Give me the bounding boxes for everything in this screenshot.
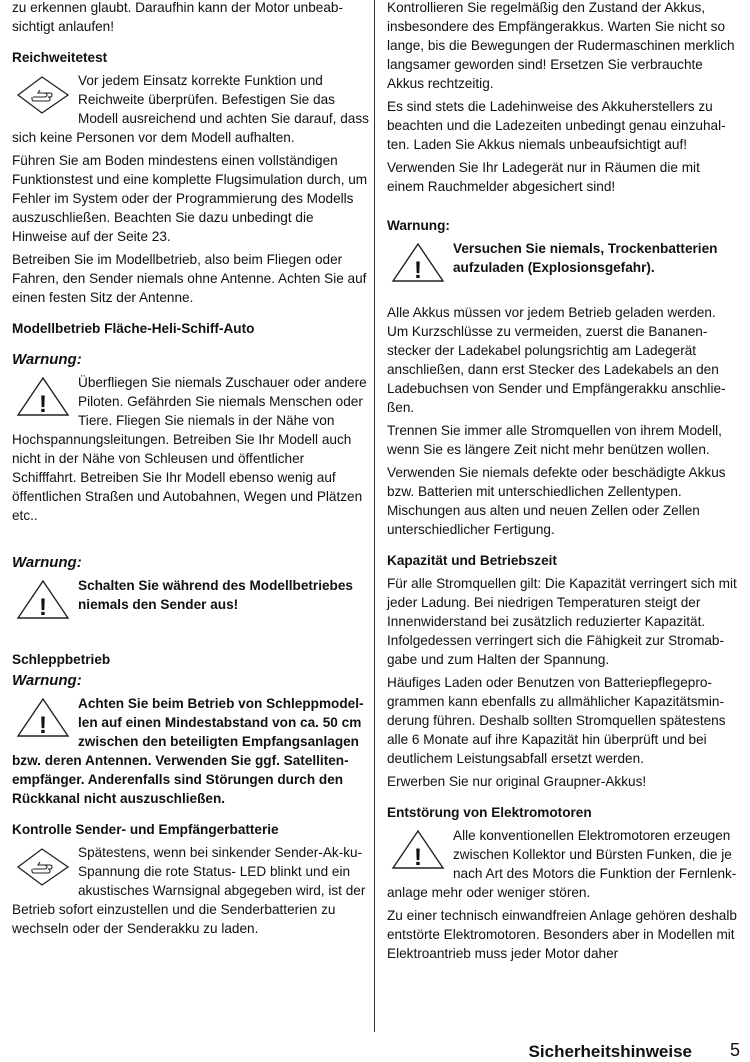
pflegeprogramme-paragraph: Häufiges Laden oder Benutzen von Batteriepflegepro-grammen kann ebenfalls zu allmählicher Kapazitätsmin-derung führen. Deshalb sollten Stromquellen spätestens alle 6 Monate auf ihre Kapazität hin überprüft und bei deutlichem Leistungsabfall ersetzt werden. [387, 675, 726, 766]
intro-text: zu erkennen glaubt. Daraufhin kann der Motor unbeab-sichtigt anlaufen! [12, 0, 343, 34]
warning-text-2: Schalten Sie während des Modellbetriebes niemals den Sender aus! [78, 578, 353, 612]
kapazitaet-paragraph: Für alle Stromquellen gilt: Die Kapazität verringert sich mit jeder Ladung. Bei niedrigen Temperaturen steigt der Innenwiderstand bei zusätzlich reduzierter Kapazität. Infolgedessen verringert sich die Fähigkeit zur Stromab-gabe und zum Halten der Spannung. [387, 576, 737, 667]
warning-paragraph-3 [12, 694, 369, 808]
kontrolle-heading: Kontrolle Sender- und Empfängerbatterie [12, 822, 279, 837]
left-column [12, 0, 369, 942]
entstoerung-text: Alle konventionellen Elektromotoren erzeugen zwischen Kollektor und Bürsten Funken, die je nach Art des Motors die Funktion der Fernlenk-anlage mehr oder weniger stören. [387, 828, 737, 900]
kontrolle-paragraph [12, 843, 369, 938]
graupner-paragraph: Erwerben Sie nur original Graupner-Akkus! [387, 774, 647, 789]
warning-label-1: Warnung: [12, 351, 82, 368]
warning-text-right: Versuchen Sie niemals, Trockenbatterien aufzuladen (Explosionsgefahr). [453, 241, 718, 275]
antenne-paragraph: Betreiben Sie im Modellbetrieb, also beim Fliegen oder Fahren, den Sender niemals ohne Antenne. Achten Sie auf einen festen Sitz der Antenne. [12, 252, 367, 305]
entstoerung-heading: Entstörung von Elektromotoren [387, 805, 592, 820]
stromquellen-trennen-paragraph: Trennen Sie immer alle Stromquellen von ihrem Modell, wenn Sie es längere Zeit nicht mehr benützen wollen. [387, 423, 722, 457]
akkus-laden-paragraph: Alle Akkus müssen vor jedem Betrieb geladen werden. Um Kurzschlüsse zu vermeiden, zuerst die Bananen-stecker der Ladekabel polungsrichtig am Ladegerät anschließen, dann erst Stecker des Ladekabels an den Ladebuchsen von Sender und Empfängerakku anschlie-ßen. [387, 305, 726, 415]
warning-text-1: Überfliegen Sie niemals Zuschauer oder andere Piloten. Gefährden Sie niemals Menschen oder Tiere. Fliegen Sie niemals in der Nähe von Hochspannungsleitungen. Betreiben Sie Ihr Modell auch nicht in der Nähe von Schleusen und öffentlicher Schifffahrt. Betreiben Sie Ihr Modell ebenso wenig auf öffentlichen Straßen und Autobahnen, Wegen und Plätzen etc.. [12, 375, 367, 523]
ladehinweise-paragraph: Es sind stets die Ladehinweise des Akkuherstellers zu beachten und die Ladezeiten unbedingt genau einzuhal-ten. Laden Sie Akkus niemals unbeaufsichtigt auf! [387, 99, 726, 152]
warning-triangle-icon [391, 830, 445, 870]
warning-paragraph-1 [12, 373, 369, 525]
entstoerung-paragraph [387, 826, 739, 902]
svg-text:!: ! [39, 391, 47, 417]
footer-section-title: Sicherheitshinweise [528, 1042, 692, 1061]
defekte-akkus-paragraph: Verwenden Sie niemals defekte oder beschädigte Akkus bzw. Batterien mit unterschiedlichen Zellentypen. Mischungen aus alten und neuen Zellen oder Zellen unterschiedlicher Fertigung. [387, 465, 726, 537]
column-divider [374, 0, 375, 1032]
warning-label-right: Warnung: [387, 218, 450, 233]
reichweite-heading: Reichweitetest [12, 50, 108, 65]
warning-paragraph-2 [12, 576, 369, 620]
warning-triangle-icon [16, 580, 70, 620]
warning-label-3: Warnung: [12, 672, 82, 689]
rauchmelder-paragraph: Verwenden Sie Ihr Ladegerät nur in Räumen die mit einem Rauchmelder abgesichert sind! [387, 160, 700, 194]
kontrolle-text: Spätestens, wenn bei sinkender Sender-Ak-ku-Spannung die rote Status- LED blinkt und ein akustisches Warnsignal abgegeben wird, ist der Betrieb sofort einzustellen und die Senderbatterien zu wechseln oder der Senderakku zu laden. [12, 845, 366, 936]
svg-text:!: ! [39, 712, 47, 738]
entstoerte-motoren-paragraph: Zu einer technisch einwandfreien Anlage gehören deshalb entstörte Elektromotoren. Besonders aber in Modellen mit Elektroantrieb muss jeder Motor daher [387, 908, 737, 961]
svg-text:!: ! [414, 257, 422, 283]
reichweite-text: Vor jedem Einsatz korrekte Funktion und Reichweite überprüfen. Befestigen Sie das Modell ausreichend und achten Sie darauf, dass sich keine Personen vor dem Modell aufhalten. [12, 73, 369, 145]
svg-text:!: ! [39, 594, 47, 620]
warning-label-2: Warnung: [12, 554, 82, 571]
schleppbetrieb-heading: Schleppbetrieb [12, 652, 111, 667]
kapazitaet-heading: Kapazität und Betriebszeit [387, 553, 557, 568]
reichweite-paragraph [12, 71, 369, 147]
pointing-hand-icon [16, 75, 70, 115]
warning-triangle-icon [16, 698, 70, 738]
warning-text-3: Achten Sie beim Betrieb von Schleppmodel-len auf einen Mindestabstand von ca. 50 cm zwischen den beteiligten Empfangsanlagen bzw. deren Antennen. Verwenden Sie ggf. Satelliten-empfänger. Anderenfalls sind Störungen durch den Rückkanal nicht auszuschließen. [12, 696, 364, 806]
pointing-hand-icon [16, 847, 70, 887]
akku-zustand-paragraph: Kontrollieren Sie regelmäßig den Zustand der Akkus, insbesondere des Empfängerakkus. Warten Sie nicht so lange, bis die Bewegungen der Rudermaschinen merklich langsamer geworden sind! Ersetzen Sie verbrauchte Akkus rechtzeitig. [387, 0, 735, 91]
warning-paragraph-right [387, 239, 739, 283]
right-column [387, 0, 739, 967]
modellbetrieb-heading: Modellbetrieb Fläche-Heli-Schiff-Auto [12, 321, 255, 336]
svg-text:!: ! [414, 844, 422, 870]
page-number: 5 [729, 1040, 740, 1060]
warning-triangle-icon [391, 243, 445, 283]
boden-paragraph: Führen Sie am Boden mindestens einen vollständigen Funktionstest und eine komplette Flugsimulation durch, um Fehler im System oder der Programmierung des Modells auszuschließen. Beachten Sie dazu unbedingt die Hinweise auf der Seite 23. [12, 153, 368, 244]
warning-triangle-icon [16, 377, 70, 417]
